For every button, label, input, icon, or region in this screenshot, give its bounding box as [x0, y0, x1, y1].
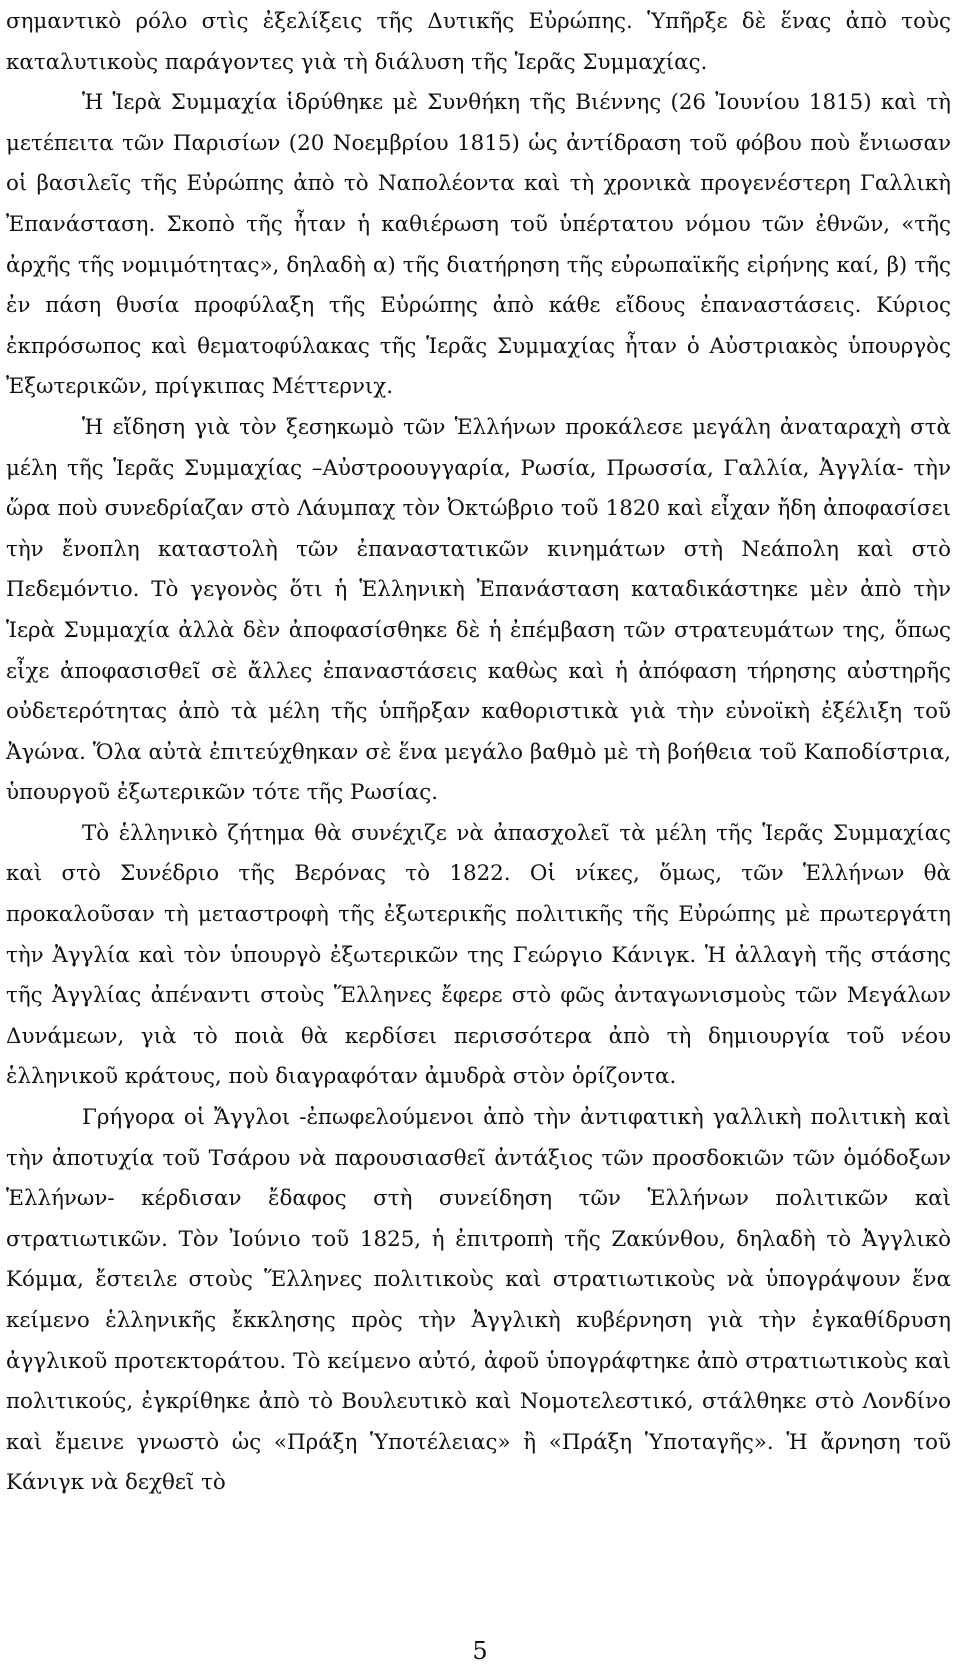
paragraph-1: Ἡ Ἱερὰ Συμμαχία ἱδρύθηκε μὲ Συνθήκη τῆς Βιέννης (26 Ἰουνίου 1815) καὶ τὴ μετέπειτα τῶν Παρισίων (20 Νοεμβρίου 1815) ὡς ἀντίδραση τοῦ φόβου ποὺ ἔνιωσαν οἱ βασιλεῖς τῆς Εὐρώπης ἀπὸ τὸ Ναπολέοντα καὶ τὴ χρονικὰ προγενέστερη Γαλλικὴ Ἐπανάσταση. Σκοπὸ τῆς ἦταν ἡ καθιέρωση τοῦ ὑπέρτατου νόμου τῶν ἐθνῶν, «τῆς ἀρχῆς τῆς νομιμότητας», δηλαδὴ α) τῆς διατήρηση τῆς εὐρωπαϊκῆς εἰρήνης καί, β) τῆς ἐν πάση θυσία προφύλαξη τῆς Εὐρώπης ἀπὸ κάθε εἴδους ἐπαναστάσεις. Κύριος ἐκπρόσωπος καὶ θεματοφύλακας τῆς Ἱερᾶς Συμμαχίας ἦταν ὁ Αὐστριακὸς ὑπουργὸς Ἐξωτερικῶν, πρίγκιπας Μέττερνιχ. — [6, 90, 951, 400]
paragraph-4: Γρήγορα οἱ Ἄγγλοι -ἐπωφελούμενοι ἀπὸ τὴν ἀντιφατικὴ γαλλικὴ πολιτικὴ καὶ τὴν ἀποτυχία τοῦ Τσάρου νὰ παρουσιασθεῖ ἀντάξιος τῶν προσδοκιῶν τῶν ὁμόδοξων Ἑλλήνων- κέρδισαν ἔδαφος στὴ συνείδηση τῶν Ἑλλήνων πολιτικῶν καὶ στρατιωτικῶν. Τὸν Ἰούνιο τοῦ 1825, ἡ ἐπιτροπὴ τῆς Ζακύνθου, δηλαδὴ τὸ Ἀγγλικὸ Κόμμα, ἔστειλε στοὺς Ἕλληνες πολιτικοὺς καὶ στρατιωτικοὺς νὰ ὑπογράψουν ἕνα κείμενο ἑλληνικῆς ἔκκλησης πρὸς τὴν Ἀγγλικὴ κυβέρνηση γιὰ τὴν ἐγκαθίδρυση ἀγγλικοῦ προτεκτοράτου. Τὸ κείμενο αὐτό, ἀφοῦ ὑπογράφτηκε ἀπὸ στρατιωτικοὺς καὶ πολιτικούς, ἐγκρίθηκε ἀπὸ τὸ Βουλευτικὸ καὶ Νομοτελεστικό, στάλθηκε στὸ Λονδίνο καὶ ἔμεινε γνωστὸ ὡς «Πράξη Ὑποτέλειας» ἢ «Πράξη Ὑποταγῆς». Ἡ ἄρνηση τοῦ Κάνιγκ νὰ δεχθεῖ τὸ — [6, 1105, 951, 1496]
paragraph-0: σημαντικὸ ρόλο στὶς ἐξελίξεις τῆς Δυτικῆς Εὐρώπης. Ὑπῆρξε δὲ ἕνας ἀπὸ τοὺς καταλυτικοὺς παράγοντες γιὰ τὴ διάλυση τῆς Ἱερᾶς Συμμαχίας. — [6, 9, 951, 75]
page-number: 5 — [472, 1637, 488, 1665]
paragraph-3: Τὸ ἑλληνικὸ ζήτημα θὰ συνέχιζε νὰ ἀπασχολεῖ τὰ μέλη τῆς Ἱερᾶς Συμμαχίας καὶ στὸ Συνέδριο τῆς Βερόνας τὸ 1822. Οἱ νίκες, ὅμως, τῶν Ἑλλήνων θὰ προκαλοῦσαν τὴ μεταστροφὴ τῆς ἐξωτερικῆς πολιτικῆς τῆς Εὐρώπης μὲ πρωτεργάτη τὴν Ἀγγλία καὶ τὸν ὑπουργὸ ἐξωτερικῶν της Γεώργιο Κάνιγκ. Ἡ ἀλλαγὴ τῆς στάσης τῆς Ἀγγλίας ἀπέναντι στοὺς Ἕλληνες ἔφερε στὸ φῶς ἀνταγωνισμοὺς τῶν Μεγάλων Δυνάμεων, γιὰ τὸ ποιὰ θὰ κερδίσει περισσότερα ἀπὸ τὴ δημιουργία τοῦ νέου ἑλληνικοῦ κράτους, ποὺ διαγραφόταν ἀμυδρὰ στὸν ὁρίζοντα. — [6, 820, 951, 1090]
body-text — [6, 2, 951, 1504]
paragraph-2: Ἡ εἴδηση γιὰ τὸν ξεσηκωμὸ τῶν Ἑλλήνων προκάλεσε μεγάλη ἀναταραχὴ στὰ μέλη τῆς Ἱερᾶς Συμμαχίας –Αὐστροουγγαρία, Ρωσία, Πρωσσία, Γαλλία, Ἀγγλία- τὴν ὥρα ποὺ συνεδρίαζαν στὸ Λάυμπαχ τὸν Ὀκτώβριο τοῦ 1820 καὶ εἶχαν ἤδη ἀποφασίσει τὴν ἔνοπλη καταστολὴ τῶν ἐπαναστατικῶν κινημάτων στὴ Νεάπολη καὶ στὸ Πεδεμόντιο. Τὸ γεγονὸς ὅτι ἡ Ἑλληνικὴ Ἐπανάσταση καταδικάστηκε μὲν ἀπὸ τὴν Ἱερὰ Συμμαχία ἀλλὰ δὲν ἀποφασίσθηκε δὲ ἡ ἐπέμβαση τῶν στρατευμάτων της, ὅπως εἶχε ἀποφασισθεῖ σὲ ἄλλες ἐπαναστάσεις καθὼς καὶ ἡ ἀπόφαση τήρησης αὐστηρῆς οὐδετερότητας ἀπὸ τὰ μέλη τῆς ὑπῆρξαν καθοριστικὰ γιὰ τὴν εὐνοϊκὴ ἐξέλιξη τοῦ Ἀγώνα. Ὅλα αὐτὰ ἐπιτεύχθηκαν σὲ ἕνα μεγάλο βαθμὸ μὲ τὴ βοήθεια τοῦ Καποδίστρια, ὑπουργοῦ ἐξωτερικῶν τότε τῆς Ρωσίας. — [6, 414, 951, 806]
